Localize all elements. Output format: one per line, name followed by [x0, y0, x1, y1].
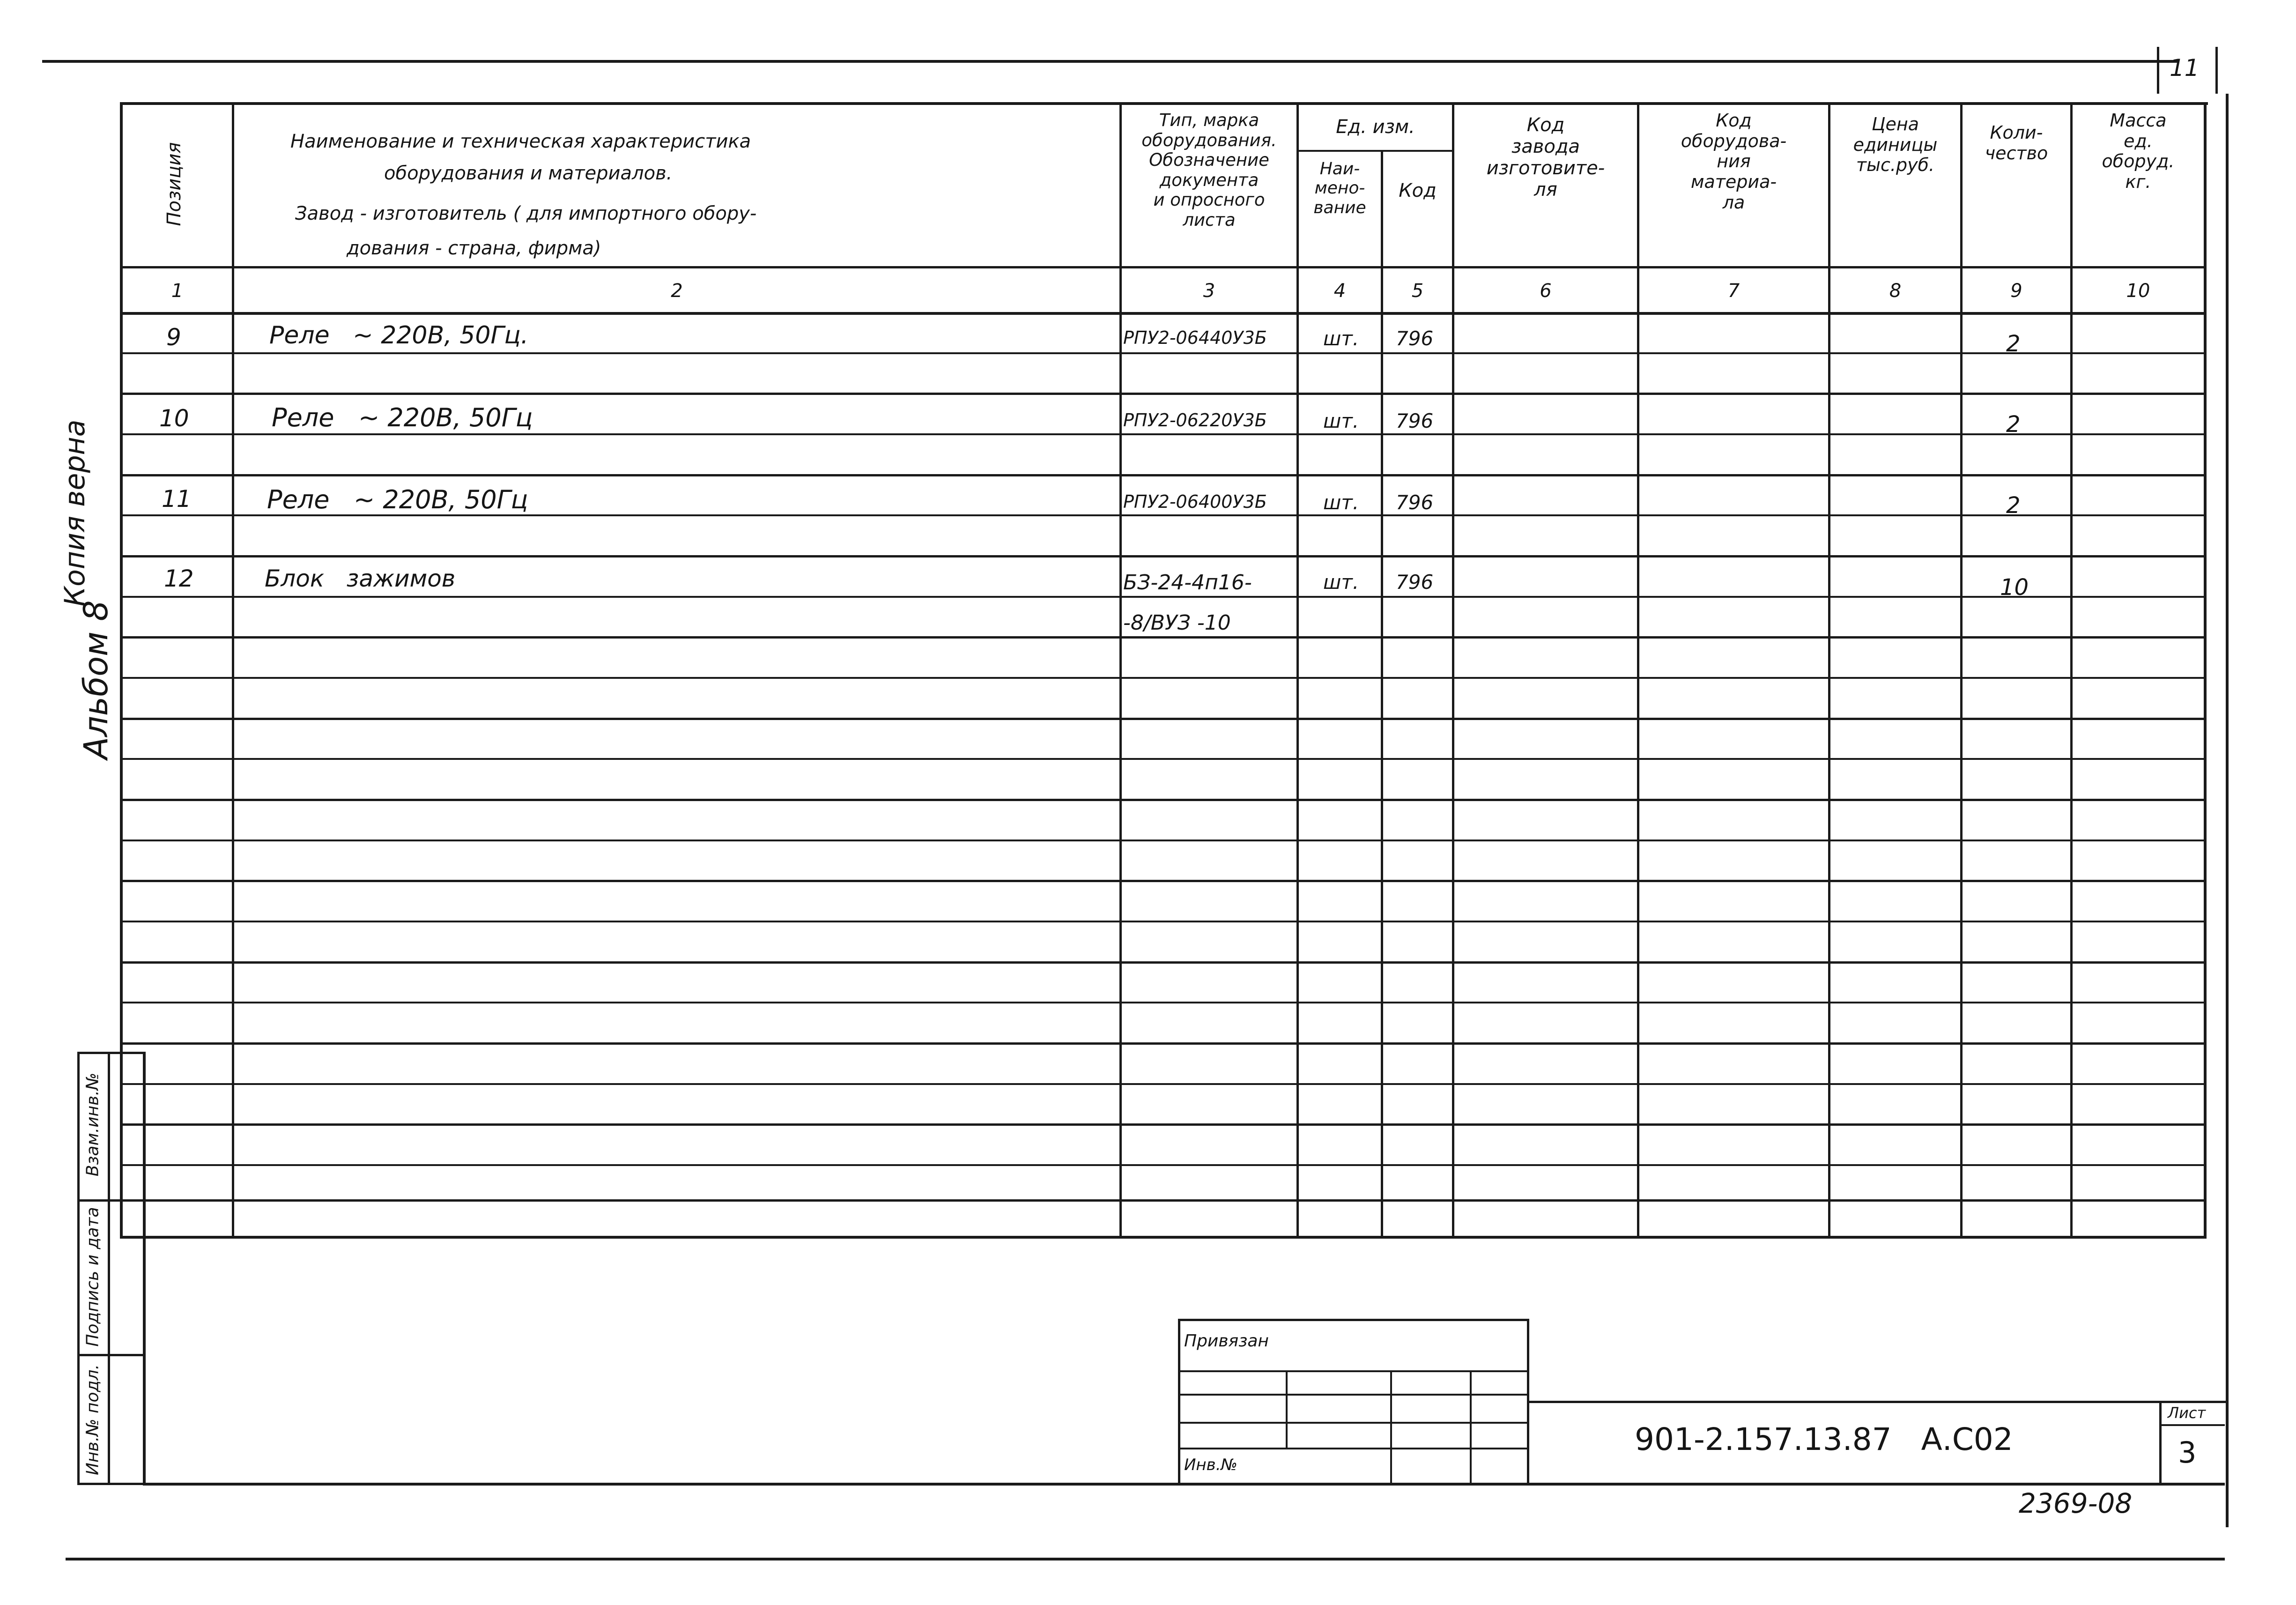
colnum-9: 9 — [2010, 280, 2022, 302]
row-line — [120, 474, 2207, 476]
header-unit-group: Ед. изм. — [1336, 116, 1415, 138]
sheet-box-mid — [2159, 1424, 2225, 1426]
corner-box-left — [2157, 47, 2159, 94]
row-line — [120, 1199, 2207, 1202]
row-9-qty: 2 — [2006, 331, 2021, 357]
row-line — [120, 636, 2207, 639]
row-9-name: Реле ~ 220В, 50Гц. — [269, 321, 529, 349]
row-9-type: РПУ2-06440У3Б — [1123, 327, 1267, 348]
header-name-line4: дования - страна, фирма) — [347, 238, 601, 259]
frame-right-border — [2226, 94, 2229, 1527]
colnum-2: 2 — [671, 280, 683, 302]
row-line — [120, 758, 2207, 760]
row-line — [120, 1083, 2207, 1085]
col-divider-7 — [1828, 102, 1830, 1236]
bound-stamp-col3 — [1470, 1370, 1472, 1485]
side-stamp-replaced-inv: Взам.инв.№ — [83, 1072, 103, 1177]
row-12-position: 12 — [164, 565, 194, 592]
col-divider-3 — [1296, 102, 1299, 1236]
table-bottom-border — [120, 1236, 2207, 1239]
col-divider-5 — [1452, 102, 1454, 1236]
table-left-border — [120, 102, 123, 1236]
side-stamp-left — [77, 1052, 80, 1485]
row-11-code: 796 — [1396, 491, 1434, 514]
unit-group-line — [1296, 150, 1452, 152]
sheet-box-left — [2159, 1401, 2162, 1485]
sheet-corner-number: 11 — [2170, 54, 2200, 82]
header-unit-price: Цена единицы тыс.руб. — [1853, 114, 1938, 176]
row-line — [120, 433, 2207, 435]
row-line — [120, 921, 2207, 922]
row-11-name: Реле ~ 220В, 50Гц — [267, 485, 528, 514]
title-block-bottom — [143, 1483, 2225, 1486]
row-11-qty: 2 — [2006, 492, 2021, 519]
row-10-type: РПУ2-06220У3Б — [1123, 410, 1267, 431]
bound-stamp-row1 — [1178, 1370, 1529, 1372]
row-11-unit: шт. — [1323, 491, 1359, 514]
side-stamp-right — [143, 1052, 146, 1485]
row-11-type: РПУ2-06400У3Б — [1123, 491, 1267, 512]
row-12-name: Блок зажимов — [265, 565, 456, 592]
header-equipment-code: Код оборудова- ния материа- ла — [1681, 110, 1787, 213]
row-12-type: БЗ-24-4п16- — [1123, 571, 1252, 594]
side-stamp-mid — [108, 1052, 110, 1485]
header-type: Тип, марка оборудования. Обозначение документа и опросного листа — [1141, 110, 1277, 230]
row-line — [120, 514, 2207, 516]
row-12-qty: 10 — [2000, 574, 2029, 601]
bound-stamp-col2 — [1390, 1370, 1392, 1485]
col-divider-9 — [2070, 102, 2073, 1236]
bound-stamp-right — [1527, 1319, 1529, 1485]
sheet-label: Лист — [2168, 1404, 2206, 1422]
row-12-type-cont: -8/ВУЗ -10 — [1123, 611, 1231, 635]
row-10-name: Реле ~ 220В, 50Гц — [272, 403, 533, 432]
bound-stamp-row3 — [1178, 1422, 1529, 1424]
row-10-position: 10 — [159, 405, 189, 432]
side-stamp-signature-date: Подпись и дата — [83, 1207, 103, 1347]
table-right-border — [2204, 102, 2207, 1236]
row-line — [120, 352, 2207, 354]
side-stamp-top — [77, 1052, 145, 1054]
frame-top-line — [42, 60, 2178, 63]
row-10-qty: 2 — [2006, 411, 2021, 438]
header-mass: Масса ед. оборуд. кг. — [2102, 110, 2175, 193]
bound-stamp-label: Привязан — [1184, 1331, 1269, 1351]
corner-box-right — [2215, 47, 2218, 94]
row-10-unit: шт. — [1323, 409, 1359, 432]
colnum-6: 6 — [1540, 280, 1552, 302]
bound-stamp-inv-label: Инв.№ — [1184, 1456, 1237, 1474]
row-line — [120, 1123, 2207, 1126]
row-12-code: 796 — [1396, 571, 1434, 594]
row-9-position: 9 — [166, 324, 181, 351]
row-line — [120, 555, 2207, 557]
header-name-line3: Завод - изготовитель ( для импортного обору- — [295, 203, 757, 224]
row-12-unit: шт. — [1323, 571, 1359, 594]
row-line — [120, 1164, 2207, 1166]
col-divider-6 — [1637, 102, 1639, 1236]
col-divider-2 — [1119, 102, 1122, 1236]
archive-number: 2369-08 — [2019, 1487, 2133, 1519]
title-block-top-right — [1527, 1401, 2226, 1403]
bound-stamp-row4 — [1178, 1448, 1529, 1449]
colnum-8: 8 — [1889, 280, 1902, 302]
colnum-7: 7 — [1727, 280, 1740, 302]
header-factory-code: Код завода изготовите- ля — [1486, 114, 1605, 201]
bound-stamp-col1 — [1286, 1370, 1288, 1448]
row-line — [120, 1002, 2207, 1003]
colnum-3: 3 — [1203, 280, 1215, 302]
copy-valid-note: Копия верна — [59, 419, 91, 607]
bound-stamp-row2 — [1178, 1394, 1529, 1396]
document-designation: 901-2.157.13.87 А.С02 — [1635, 1421, 2013, 1457]
header-unit-name: Наи- мено- вание — [1313, 159, 1366, 217]
header-unit-code: Код — [1399, 180, 1437, 201]
album-note: Альбом 8 — [77, 600, 115, 759]
header-bottom-line — [120, 266, 2207, 268]
sheet-number: 3 — [2178, 1435, 2197, 1470]
header-position: Позиция — [163, 142, 185, 226]
row-9-unit: шт. — [1323, 327, 1359, 350]
row-10-code: 796 — [1396, 409, 1434, 432]
row-line — [120, 677, 2207, 679]
row-line — [120, 840, 2207, 841]
row-line — [120, 799, 2207, 801]
row-11-position: 11 — [162, 485, 192, 513]
frame-bottom-line — [66, 1558, 2225, 1560]
col-divider-1 — [232, 102, 234, 1236]
row-line — [120, 393, 2207, 395]
row-line — [120, 961, 2207, 964]
bound-stamp-left — [1178, 1319, 1180, 1485]
bound-stamp-top — [1178, 1319, 1529, 1321]
colnum-1: 1 — [171, 280, 184, 302]
row-line — [120, 718, 2207, 720]
row-9-code: 796 — [1396, 327, 1434, 350]
colnum-bottom-line — [120, 312, 2207, 315]
header-name-line1: Наименование и техническая характеристика — [290, 131, 751, 152]
row-line — [120, 1042, 2207, 1045]
col-divider-8 — [1960, 102, 1963, 1236]
colnum-4: 4 — [1333, 280, 1346, 302]
header-quantity: Коли- чество — [1985, 122, 2048, 163]
row-line — [120, 596, 2207, 598]
colnum-10: 10 — [2126, 280, 2150, 302]
table-top-border — [120, 102, 2208, 105]
header-name-line2: оборудования и материалов. — [384, 163, 673, 184]
col-divider-4 — [1381, 150, 1383, 1236]
colnum-5: 5 — [1411, 280, 1424, 302]
row-line — [120, 880, 2207, 882]
side-stamp-original-inv: Инв.№ подл. — [83, 1364, 103, 1475]
